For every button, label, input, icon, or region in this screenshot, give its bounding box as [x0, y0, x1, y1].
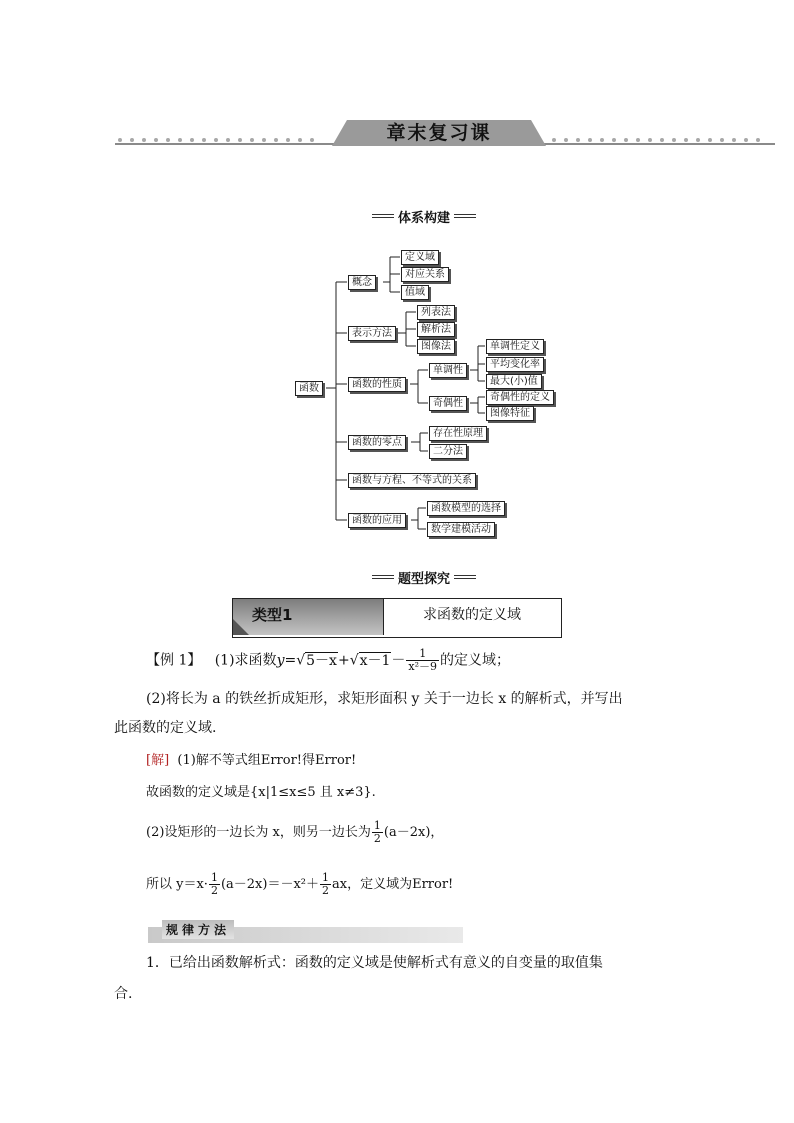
node-zeros: 函数的零点	[348, 435, 406, 450]
node-representation: 表示方法	[348, 326, 396, 341]
solution-s1: (1)解不等式组Error!得Error!	[177, 753, 357, 768]
solution-s4c: ax，定义域为Error!	[332, 877, 454, 892]
solution-line4	[146, 872, 453, 897]
label-rule-left	[372, 214, 394, 218]
solution-tag: [解]	[146, 753, 170, 768]
example-p1-text: (1)求函数	[214, 652, 277, 669]
solution-s4a: 所以 y＝x·	[146, 877, 208, 892]
example-p1-plus: +	[337, 652, 350, 669]
node-max-min: 最大(小)值	[486, 374, 542, 389]
node-model-choice: 函数模型的选择	[427, 501, 505, 516]
sqrt-sign: √	[296, 652, 306, 669]
banner-dots-right	[552, 136, 760, 144]
section-label-text: 题型探究	[394, 568, 454, 587]
example-p2-line1: (2)将长为 a 的铁丝折成矩形，求矩形面积 y 关于一边长 x 的解析式，并写出	[146, 691, 623, 707]
example-tag: 【例 1】	[146, 652, 202, 669]
label-rule-left	[372, 575, 394, 579]
method-line1: 1．已给出函数解析式：函数的定义域是使解析式有意义的自变量的取值集	[146, 955, 603, 971]
method-label: 规律方法	[162, 920, 234, 939]
fraction-denominator: x²－9	[408, 660, 438, 673]
fraction-denominator: 2	[322, 884, 329, 897]
node-existence: 存在性原理	[429, 426, 487, 441]
solution-line3	[146, 820, 443, 845]
node-equation-relation: 函数与方程、不等式的关系	[348, 473, 476, 488]
node-bisection: 二分法	[429, 444, 467, 459]
section-label-text: 体系构建	[394, 207, 454, 226]
example-p1-end: 的定义域；	[440, 652, 511, 669]
radicand-1: 5－x	[306, 652, 337, 669]
sqrt-sign: √	[349, 652, 359, 669]
solution-line1	[146, 751, 356, 771]
fraction-numerator: 1	[322, 871, 329, 884]
node-graph-features: 图像特征	[486, 406, 534, 421]
concept-map	[290, 245, 570, 545]
section-label-system	[372, 208, 476, 224]
solution-s3a: (2)设矩形的一边长为 x，则另一边长为	[146, 825, 371, 840]
chapter-title: 章末复习课	[386, 122, 492, 144]
node-correspondence: 对应关系	[401, 267, 449, 282]
fraction	[406, 648, 439, 673]
solution-line2: 故函数的定义域是{x|1≤x≤5 且 x≠3}.	[146, 785, 376, 800]
fraction-numerator: 1	[210, 871, 218, 884]
solution-s3b: (a－2x)，	[383, 825, 444, 840]
section-label-types	[372, 569, 476, 585]
node-application: 函数的应用	[348, 513, 406, 528]
node-modeling-activity: 数学建模活动	[427, 522, 495, 537]
type-title: 求函数的定义域	[423, 607, 521, 623]
method-line2: 合.	[114, 986, 133, 1002]
node-monotonicity-def: 单调性定义	[486, 339, 544, 354]
label-rule-right	[454, 575, 476, 579]
fraction-denominator: 2	[210, 884, 218, 897]
solution-s4b: (a－2x)＝－x²＋	[220, 877, 319, 892]
node-domain: 定义域	[401, 250, 439, 265]
fraction-denominator: 2	[373, 832, 381, 845]
fraction-half	[372, 820, 383, 845]
fraction-numerator: 1	[406, 648, 439, 661]
banner-dots-left	[118, 136, 314, 144]
fraction-numerator: 1	[373, 819, 381, 832]
node-function: 函数	[295, 381, 323, 396]
node-properties: 函数的性质	[348, 377, 406, 392]
node-monotonicity: 单调性	[429, 363, 467, 378]
node-average-rate: 平均变化率	[486, 357, 544, 372]
node-graph-method: 图像法	[417, 339, 455, 354]
node-table-method: 列表法	[417, 305, 455, 320]
node-range: 值域	[401, 285, 429, 300]
example-part1	[146, 648, 510, 673]
radicand-2: x－1	[359, 652, 391, 669]
node-parity: 奇偶性	[429, 396, 467, 411]
node-formula-method: 解析法	[417, 322, 455, 337]
node-parity-def: 奇偶性的定义	[486, 390, 554, 405]
example-p2-line2: 此函数的定义域.	[114, 720, 217, 736]
label-rule-right	[454, 214, 476, 218]
fraction-half	[320, 872, 331, 897]
type-label: 类型1	[252, 606, 293, 624]
node-concept: 概念	[348, 275, 376, 290]
example-p1-eq: =	[284, 652, 297, 669]
example-p1-minus: －	[391, 652, 406, 669]
fraction-half	[209, 872, 220, 897]
example-p1-y: y	[276, 652, 285, 669]
